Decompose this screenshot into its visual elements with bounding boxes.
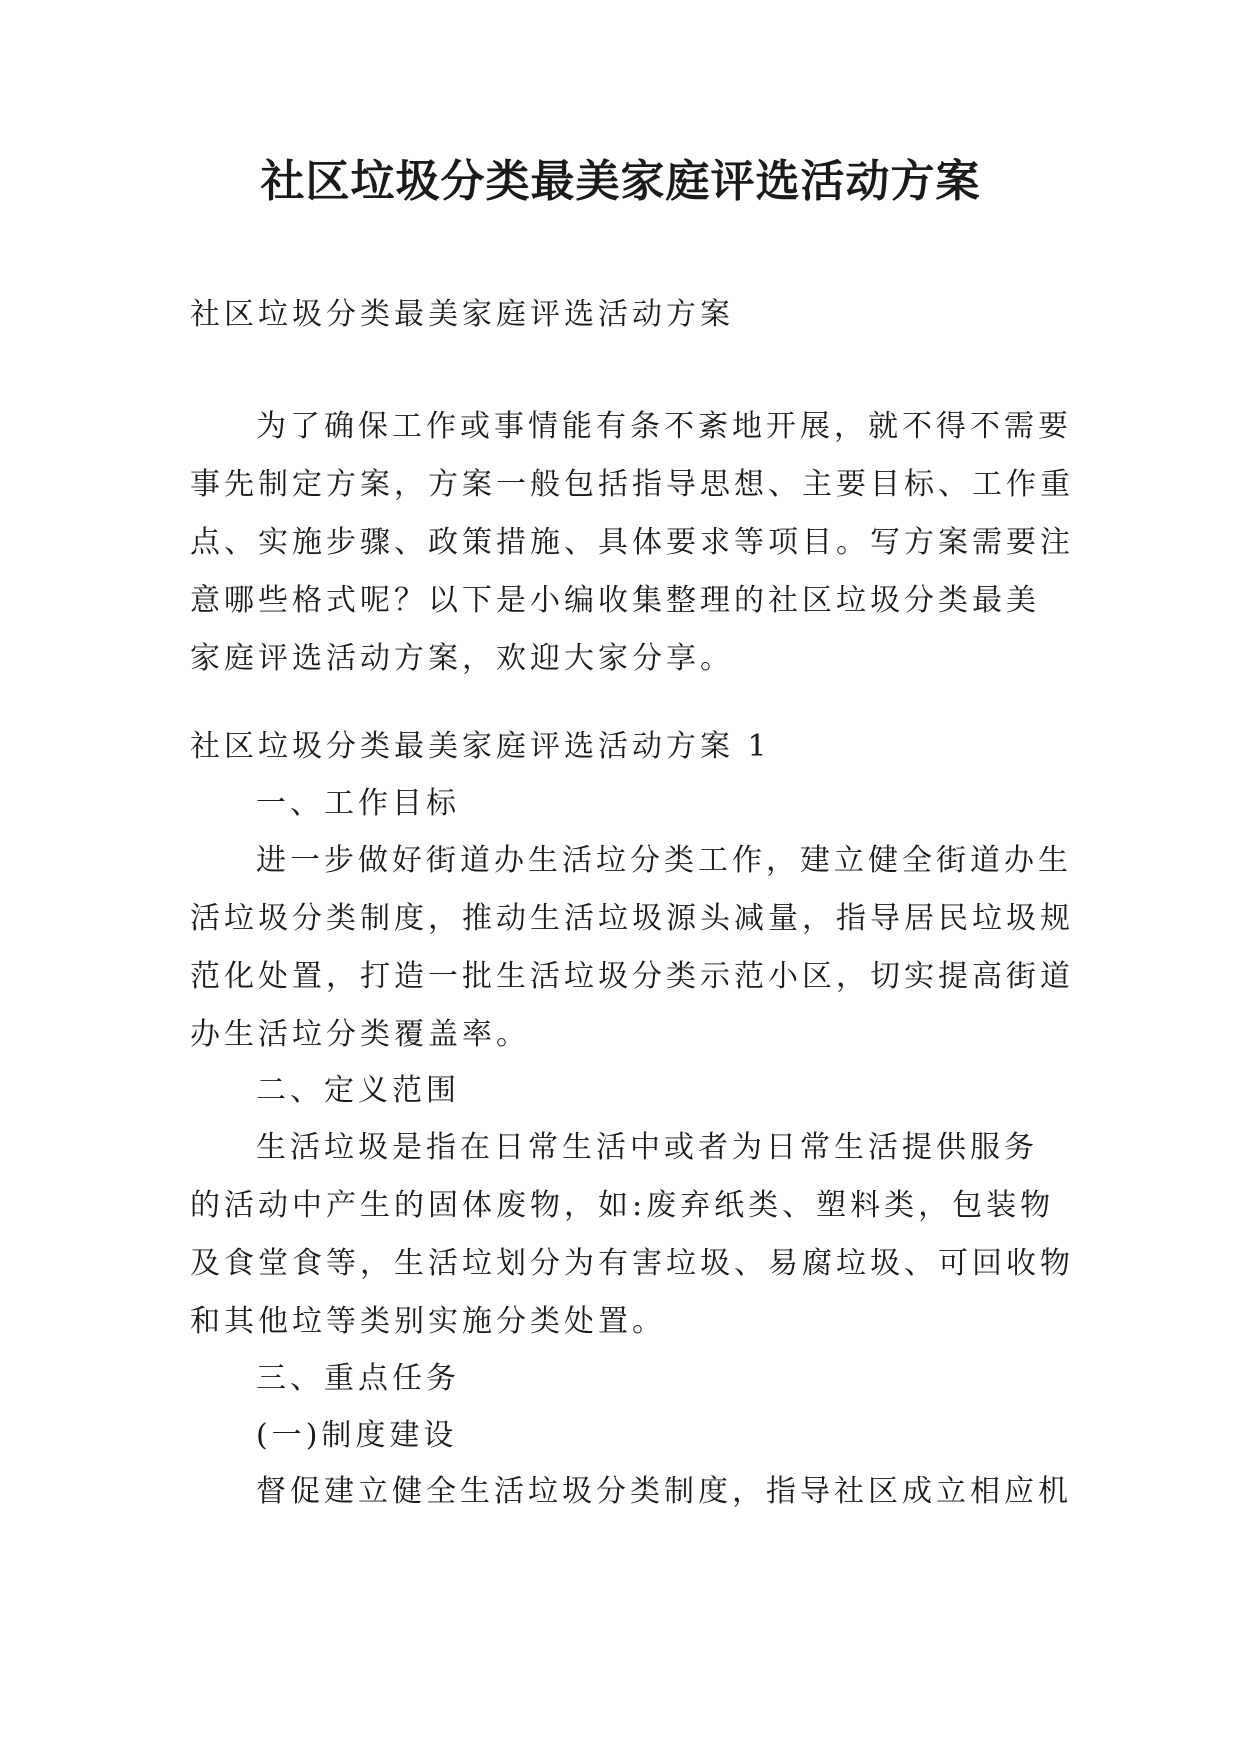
intro-line: 点、实施步骤、政策措施、具体要求等项目。写方案需要注 xyxy=(190,525,1074,560)
task-subheading xyxy=(190,1407,1050,1465)
goal-line: 进一步做好街道办生活垃分类工作，建立健全街道办生 xyxy=(256,843,1072,878)
intro-line: 为了确保工作或事情能有条不紊地开展，就不得不需要 xyxy=(256,409,1072,444)
subtitle-line: 社区垃圾分类最美家庭评选活动方案 xyxy=(190,297,734,332)
goal-paragraph xyxy=(190,832,1074,1064)
intro-line: 意哪些格式呢？以下是小编收集整理的社区垃圾分类最美 xyxy=(190,583,1040,618)
scope-heading-line: 二、定义范围 xyxy=(256,1073,460,1108)
intro-line: 事先制定方案，方案一般包括指导思想、主要目标、工作重 xyxy=(190,467,1074,502)
document-subtitle xyxy=(190,286,1050,344)
task-line: 督促建立健全生活垃圾分类制度，指导社区成立相应机 xyxy=(256,1474,1072,1509)
section-title-line: 社区垃圾分类最美家庭评选活动方案 1 xyxy=(190,729,771,764)
goal-line: 范化处置，打造一批生活垃圾分类示范小区，切实提高街道 xyxy=(190,959,1074,994)
intro-line: 家庭评选活动方案，欢迎大家分享。 xyxy=(190,641,734,676)
scope-line: 生活垃圾是指在日常生活中或者为日常生活提供服务 xyxy=(256,1130,1038,1165)
task-heading-line: 三、重点任务 xyxy=(256,1361,460,1396)
scope-line: 和其他垃等类别实施分类处置。 xyxy=(190,1304,666,1339)
task-heading xyxy=(190,1350,1050,1408)
scope-line: 及食堂食等，生活垃划分为有害垃圾、易腐垃圾、可回收物 xyxy=(190,1246,1074,1281)
document-title: 社区垃圾分类最美家庭评选活动方案 xyxy=(260,156,981,207)
task-subheading-line: (一)制度建设 xyxy=(256,1418,458,1453)
intro-paragraph xyxy=(190,398,1074,688)
scope-line: 的活动中产生的固体废物，如:废弃纸类、塑料类，包装物 xyxy=(190,1188,1055,1223)
section-title xyxy=(190,718,1050,776)
scope-paragraph xyxy=(190,1119,1074,1351)
goal-line: 办生活垃分类覆盖率。 xyxy=(190,1017,530,1052)
goal-heading-line: 一、工作目标 xyxy=(256,786,460,821)
goal-line: 活垃圾分类制度，推动生活垃圾源头减量，指导居民垃圾规 xyxy=(190,901,1074,936)
goal-heading xyxy=(190,775,1050,833)
scope-heading xyxy=(190,1062,1050,1120)
task-paragraph xyxy=(190,1463,1072,1521)
